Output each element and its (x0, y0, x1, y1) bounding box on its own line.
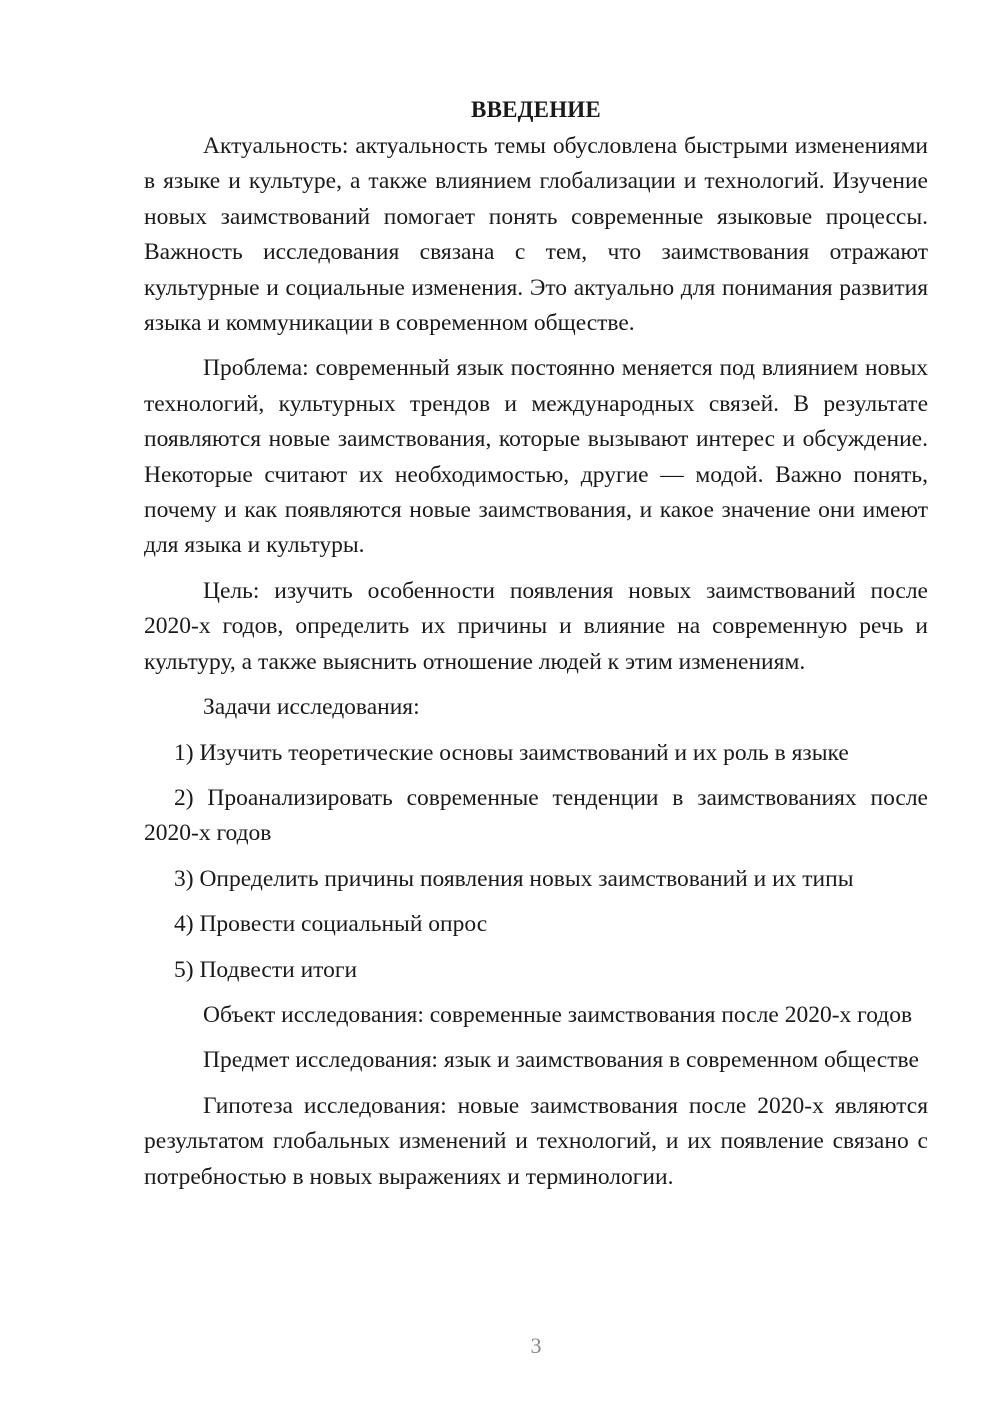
paragraph-relevance: Актуальность: актуальность темы обусловлена быстрыми изменениями в языке и культуре, а также влиянием глобализации и технологий. Изучение новых заимствований помогает понять современные языковые процессы. Важность исследования связана с тем, что заимствования отражают культурные и социальные изменения. Это актуально для понимания развития языка и коммуникации в современном обществе. (144, 133, 928, 337)
paragraph-subject: Предмет исследования: язык и заимствования в современном обществе (203, 1047, 919, 1074)
page-number: 3 (530, 1333, 542, 1358)
paragraph-object: Объект исследования: современные заимствования после 2020-х годов (203, 1001, 913, 1028)
section-title: ВВЕДЕНИЕ (471, 97, 601, 122)
document-page (144, 92, 928, 1205)
list-item: 3) Определить причины появления новых заимствований и их типы (174, 865, 854, 892)
tasks-list (144, 736, 928, 988)
paragraph-goal: Цель: изучить особенности появления новых заимствований после 2020-х годов, определить их причины и влияние на современную речь и культуру, а также выяснить отношение людей к этим изменениям. (144, 577, 928, 675)
list-item: 2) Проанализировать современные тенденции в заимствованиях после 2020-х годов (144, 784, 928, 847)
tasks-heading: Задачи исследования: (203, 694, 420, 721)
list-item: 1) Изучить теоретические основы заимствований и их роль в языке (174, 739, 849, 766)
paragraph-problem: Проблема: современный язык постоянно меняется под влиянием новых технологий, культурных трендов и международных связей. В результате появляются новые заимствования, которые вызывают интерес и обсуждение. Некоторые считают их необходимостью, другие — модой. Важно понять, почему и как появляются новые заимствования, и какое значение они имеют для языка и культуры. (144, 355, 928, 559)
paragraph-hypothesis: Гипотеза исследования: новые заимствования после 2020-х являются результатом глобальных изменений и технологий, и их появление связано с потребностью в новых выражениях и терминологии. (144, 1092, 928, 1190)
list-item: 5) Подвести итоги (174, 956, 358, 983)
list-item: 4) Провести социальный опрос (174, 911, 488, 938)
